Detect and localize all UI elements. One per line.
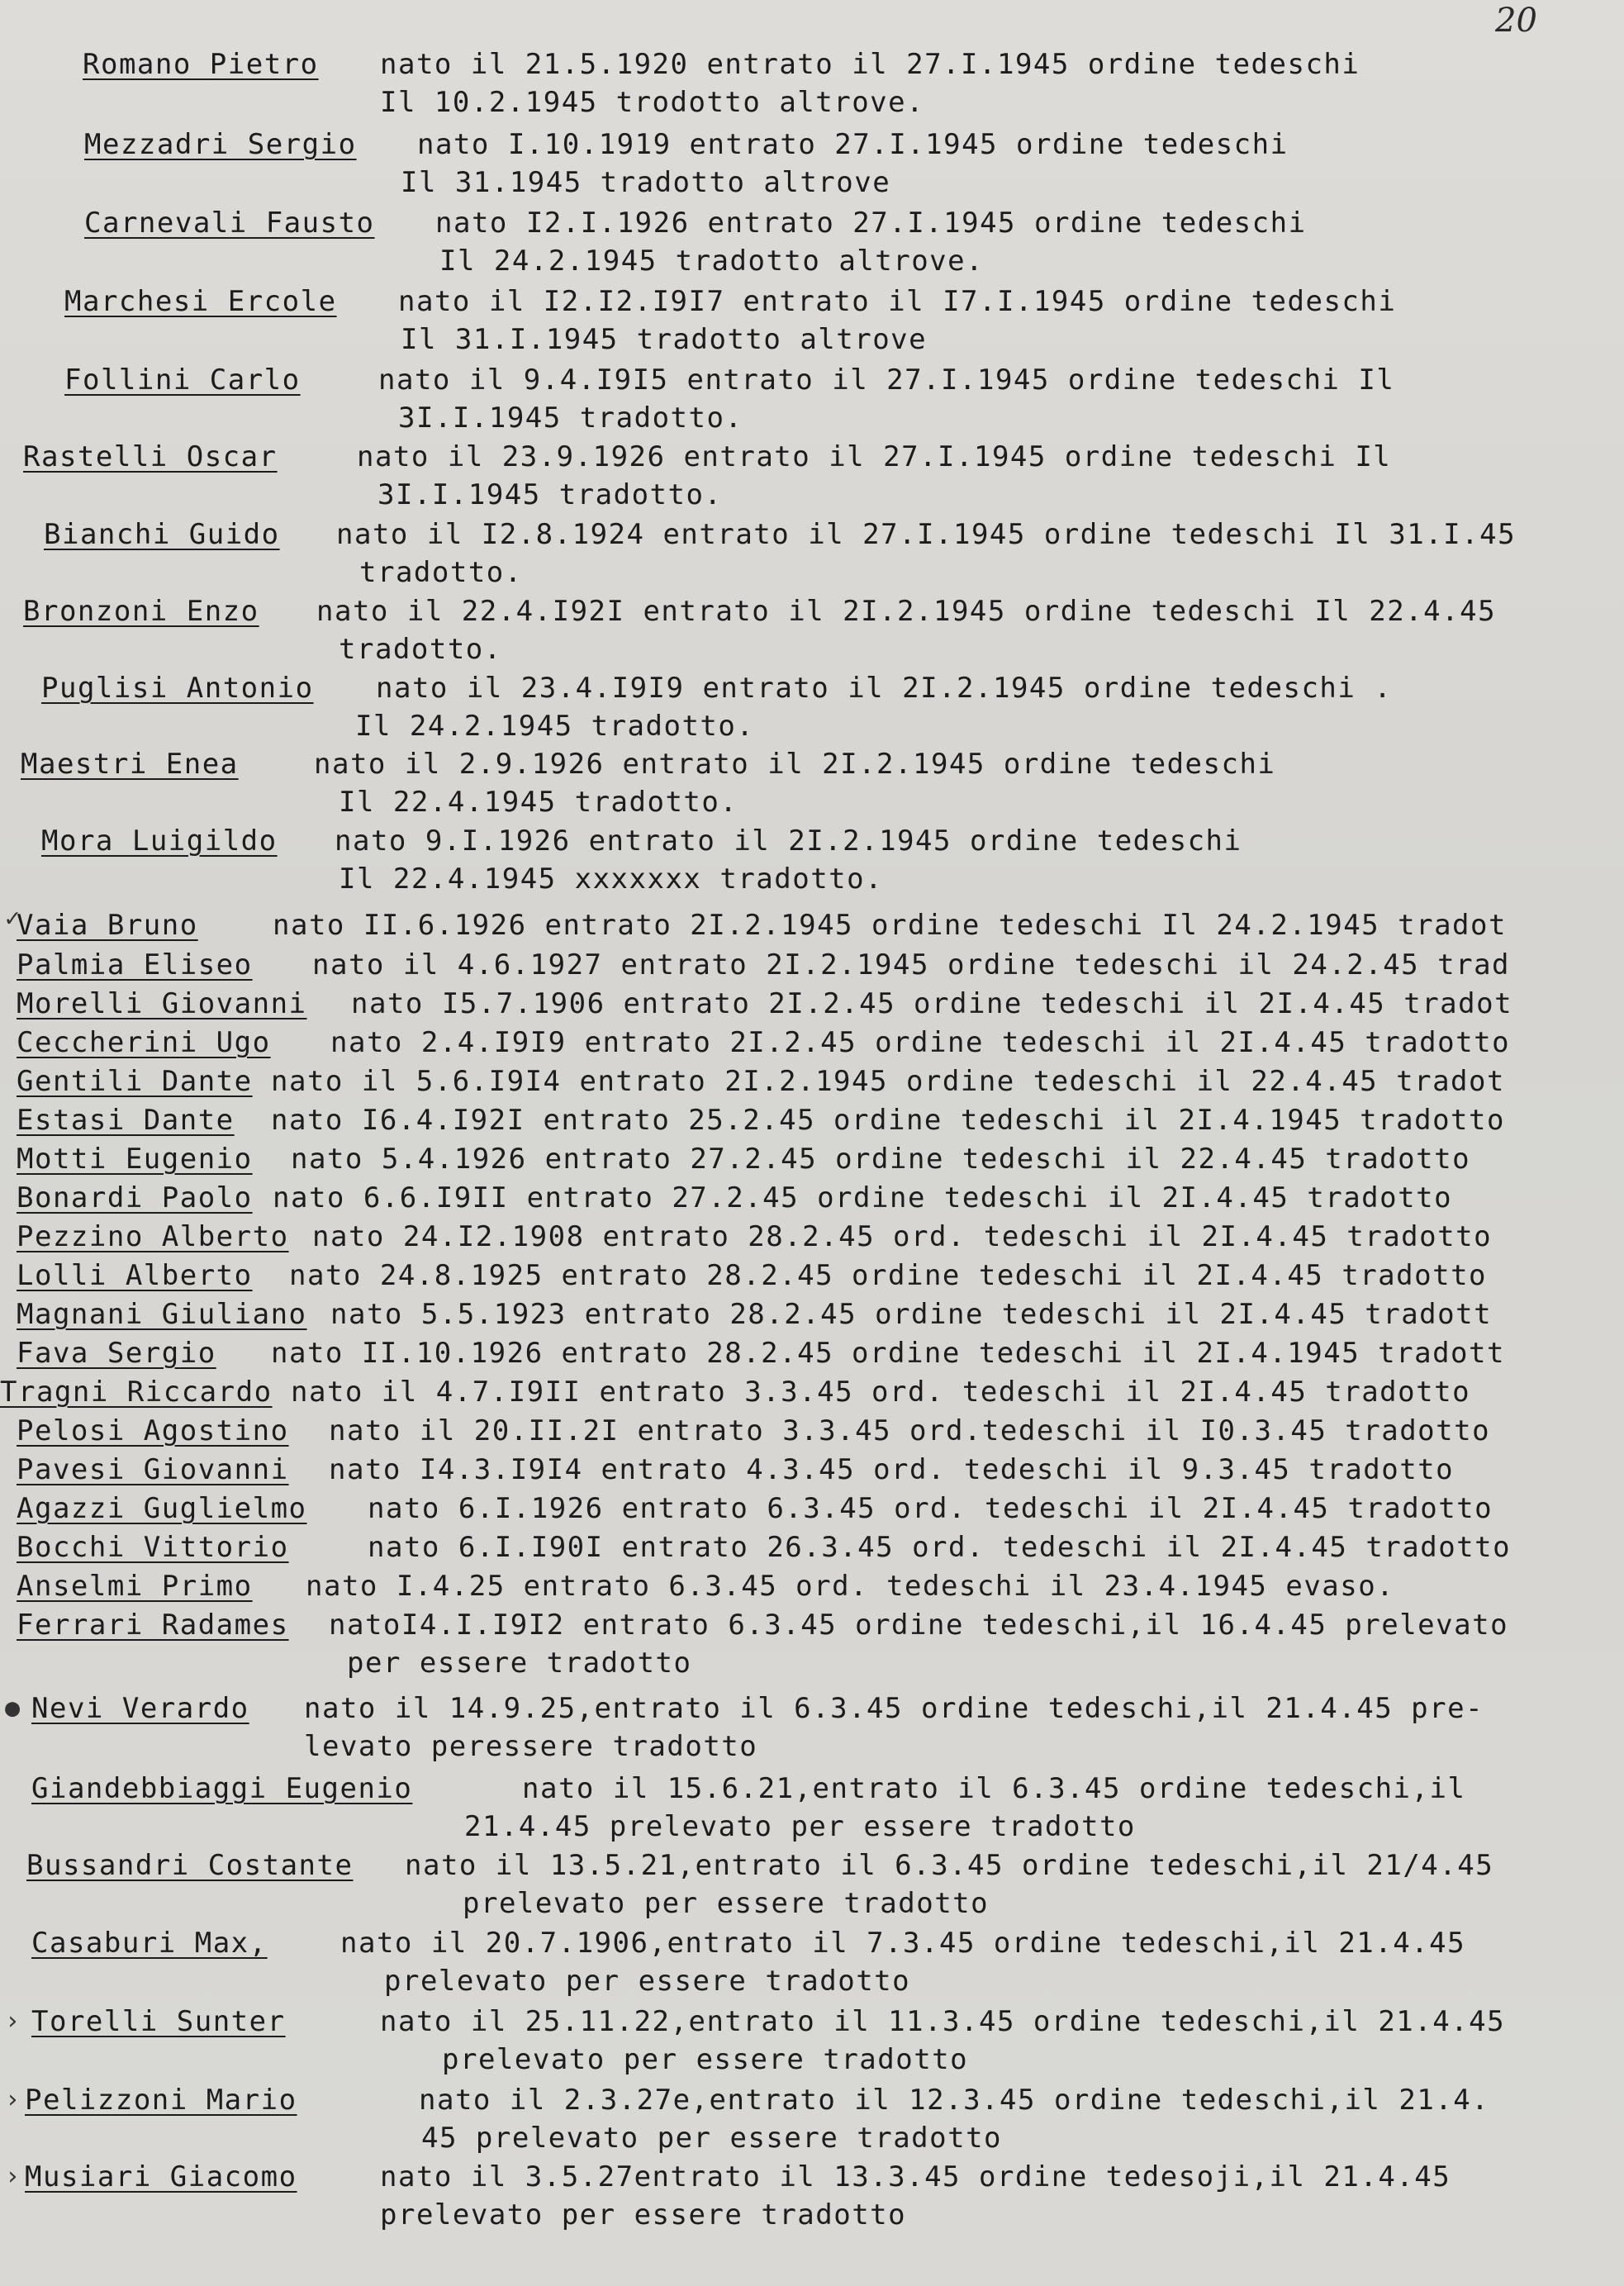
entry-details: nato il 4.7.I9II entrato 3.3.45 ord. tedeschi il 2I.4.45 tradotto	[291, 1376, 1471, 1409]
entry-name: Palmia Eliseo	[17, 948, 253, 981]
entry-details: nato I4.3.I9I4 entrato 4.3.45 ord. tedeschi il 9.3.45 tradotto	[329, 1453, 1455, 1486]
entry-name: Morelli Giovanni	[17, 987, 307, 1020]
entry-details: nato I6.4.I92I entrato 25.2.45 ordine tedeschi il 2I.4.1945 tradotto	[271, 1104, 1505, 1137]
entry-details: nato il 2.9.1926 entrato il 2I.2.1945 ordine tedeschi	[314, 748, 1276, 781]
entry-details: nato I.10.1919 entrato 27.I.1945 ordine tedeschi	[417, 128, 1289, 161]
entry-details-continued: Il 24.2.1945 tradotto altrove.	[439, 245, 985, 278]
entry-details: nato 2.4.I9I9 entrato 2I.2.45 ordine tedeschi il 2I.4.45 tradotto	[330, 1026, 1511, 1059]
entry-details: nato I5.7.1906 entrato 2I.2.45 ordine tedeschi il 2I.4.45 tradot	[351, 987, 1513, 1020]
entry-details: nato il 23.4.I9I9 entrato il 2I.2.1945 ordine tedeschi .	[376, 672, 1393, 705]
entry-details: nato 6.I.I90I entrato 26.3.45 ord. tedeschi il 2I.4.45 tradotto	[368, 1531, 1512, 1564]
check-mark: ✓	[5, 904, 21, 933]
entry-details-continued: 21.4.45 prelevato per essere tradotto	[464, 1810, 1136, 1843]
entry-name: Magnani Giuliano	[17, 1298, 307, 1331]
entry-details: nato il 3.5.27entrato il 13.3.45 ordine tedesoji,il 21.4.45	[380, 2160, 1451, 2193]
entry-name: Bocchi Vittorio	[17, 1531, 289, 1564]
entry-details: nato il 14.9.25,entrato il 6.3.45 ordine tedeschi,il 21.4.45 pre-	[304, 1692, 1484, 1725]
entry-details-continued: prelevato per essere tradotto	[442, 2043, 969, 2076]
entry-name: Torelli Sunter	[31, 2005, 286, 2038]
entry-details-continued: Il 22.4.1945 tradotto.	[339, 786, 738, 819]
entry-details-continued: 3I.I.1945 tradotto.	[398, 402, 743, 435]
entry-details: nato il 21.5.1920 entrato il 27.I.1945 ordine tedeschi	[380, 48, 1360, 81]
entry-details: nato il 20.7.1906,entrato il 7.3.45 ordine tedeschi,il 21.4.45	[340, 1927, 1466, 1960]
entry-details: natoI4.I.I9I2 entrato 6.3.45 ordine tedeschi,il 16.4.45 prelevato	[329, 1609, 1509, 1642]
entry-name: Casaburi Max,	[31, 1927, 268, 1960]
entry-details: nato il 9.4.I9I5 entrato il 27.I.1945 ordine tedeschi Il	[378, 364, 1395, 397]
entry-details: nato I2.I.1926 entrato 27.I.1945 ordine tedeschi	[435, 207, 1307, 240]
entry-details: nato il 5.6.I9I4 entrato 2I.2.1945 ordine tedeschi il 22.4.45 tradot	[271, 1065, 1505, 1098]
entry-name: Giandebbiaggi Eugenio	[31, 1772, 413, 1805]
entry-name: Bussandri Costante	[26, 1849, 354, 1882]
entry-details-continued: tradotto.	[339, 633, 502, 666]
entry-details: nato II.6.1926 entrato 2I.2.1945 ordine tedeschi Il 24.2.1945 tradot	[273, 909, 1507, 942]
entry-name: Marchesi Ercole	[64, 285, 337, 318]
entry-details-continued: 3I.I.1945 tradotto.	[378, 478, 723, 511]
entry-name: Bronzoni Enzo	[23, 595, 259, 628]
entry-name: Bonardi Paolo	[17, 1181, 253, 1214]
page-number: 20	[1495, 2, 1537, 40]
entry-details: nato il 20.II.2I entrato 3.3.45 ord.tedeschi il I0.3.45 tradotto	[329, 1414, 1491, 1447]
arrow-mark: ›	[5, 2007, 21, 2036]
entry-name: Ferrari Radames	[17, 1609, 289, 1642]
arrow-mark: ›	[5, 2085, 21, 2114]
entry-details: nato 5.5.1923 entrato 28.2.45 ordine tedeschi il 2I.4.45 tradott	[330, 1298, 1493, 1331]
entry-details-continued: Il 31.I.1945 tradotto altrove	[401, 323, 928, 356]
entry-details-continued: Il 10.2.1945 trodotto altrove.	[380, 86, 925, 119]
entry-details: nato il 25.11.22,entrato il 11.3.45 ordine tedeschi,il 21.4.45	[380, 2005, 1506, 2038]
entry-name: Pavesi Giovanni	[17, 1453, 289, 1486]
entry-name: Puglisi Antonio	[41, 672, 314, 705]
entry-details: nato 6.6.I9II entrato 27.2.45 ordine tedeschi il 2I.4.45 tradotto	[273, 1181, 1453, 1214]
entry-details-continued: prelevato per essere tradotto	[380, 2198, 907, 2231]
entry-name: Anselmi Primo	[17, 1570, 253, 1603]
entry-name: Carnevali Fausto	[84, 207, 375, 240]
entry-details: nato I.4.25 entrato 6.3.45 ord. tedeschi il 23.4.1945 evaso.	[306, 1570, 1395, 1603]
entry-name: Follini Carlo	[64, 364, 301, 397]
entry-details-continued: Il 24.2.1945 tradotto.	[355, 710, 755, 743]
bullet-mark: ●	[5, 1694, 21, 1723]
entry-details: nato il 2.3.27e,entrato il 12.3.45 ordine tedeschi,il 21.4.	[419, 2084, 1490, 2117]
entry-name: Pelizzoni Mario	[25, 2084, 297, 2117]
entry-name: Tragni Riccardo	[0, 1376, 273, 1409]
entry-details-continued: Il 31.1945 tradotto altrove	[401, 166, 891, 199]
entry-name: Gentili Dante	[17, 1065, 253, 1098]
entry-name: Agazzi Guglielmo	[17, 1492, 307, 1525]
entry-details-continued: levato peressere tradotto	[304, 1730, 758, 1763]
entry-details: nato il I2.8.1924 entrato il 27.I.1945 ordine tedeschi Il 31.I.45	[336, 518, 1517, 551]
entry-name: Fava Sergio	[17, 1337, 216, 1370]
entry-details-continued: prelevato per essere tradotto	[384, 1965, 911, 1998]
entry-name: Ceccherini Ugo	[17, 1026, 271, 1059]
entry-name: Maestri Enea	[21, 748, 239, 781]
entry-details: nato 6.I.1926 entrato 6.3.45 ord. tedeschi il 2I.4.45 tradotto	[368, 1492, 1493, 1525]
entry-name: Motti Eugenio	[17, 1143, 253, 1176]
entry-details: nato 9.I.1926 entrato il 2I.2.1945 ordine tedeschi	[335, 825, 1242, 858]
entry-name: Pelosi Agostino	[17, 1414, 289, 1447]
entry-details-continued: 45 prelevato per essere tradotto	[421, 2122, 1003, 2155]
entry-details: nato il 23.9.1926 entrato il 27.I.1945 ordine tedeschi Il	[357, 440, 1392, 473]
entry-name: Bianchi Guido	[44, 518, 280, 551]
entry-details: nato il 13.5.21,entrato il 6.3.45 ordine tedeschi,il 21/4.45	[405, 1849, 1494, 1882]
entry-name: Pezzino Alberto	[17, 1220, 289, 1253]
entry-details-continued: Il 22.4.1945 xxxxxxx tradotto.	[339, 863, 884, 896]
entry-name: Musiari Giacomo	[25, 2160, 297, 2193]
entry-name: Lolli Alberto	[17, 1259, 253, 1292]
entry-details: nato il 15.6.21,entrato il 6.3.45 ordine tedeschi,il	[522, 1772, 1466, 1805]
entry-name: Mezzadri Sergio	[84, 128, 357, 161]
entry-details: nato 5.4.1926 entrato 27.2.45 ordine tedeschi il 22.4.45 tradotto	[291, 1143, 1471, 1176]
entry-name: Vaia Bruno	[17, 909, 198, 942]
entry-name: Romano Pietro	[83, 48, 319, 81]
entry-name: Estasi Dante	[17, 1104, 235, 1137]
entry-details: nato II.10.1926 entrato 28.2.45 ordine tedeschi il 2I.4.1945 tradott	[271, 1337, 1505, 1370]
entry-name: Nevi Verardo	[31, 1692, 249, 1725]
entry-details: nato il I2.I2.I9I7 entrato il I7.I.1945 ordine tedeschi	[398, 285, 1397, 318]
entry-name: Rastelli Oscar	[23, 440, 278, 473]
entry-details-continued: tradotto.	[359, 556, 523, 589]
arrow-mark: ›	[5, 2162, 21, 2191]
entry-details-continued: per essere tradotto	[347, 1647, 692, 1680]
entry-details: nato 24.I2.1908 entrato 28.2.45 ord. tedeschi il 2I.4.45 tradotto	[312, 1220, 1493, 1253]
entry-details: nato 24.8.1925 entrato 28.2.45 ordine tedeschi il 2I.4.45 tradotto	[289, 1259, 1488, 1292]
entry-details: nato il 4.6.1927 entrato 2I.2.1945 ordine tedeschi il 24.2.45 trad	[312, 948, 1511, 981]
entry-details-continued: prelevato per essere tradotto	[463, 1887, 990, 1920]
entry-name: Mora Luigildo	[41, 825, 278, 858]
entry-details: nato il 22.4.I92I entrato il 2I.2.1945 ordine tedeschi Il 22.4.45	[316, 595, 1497, 628]
